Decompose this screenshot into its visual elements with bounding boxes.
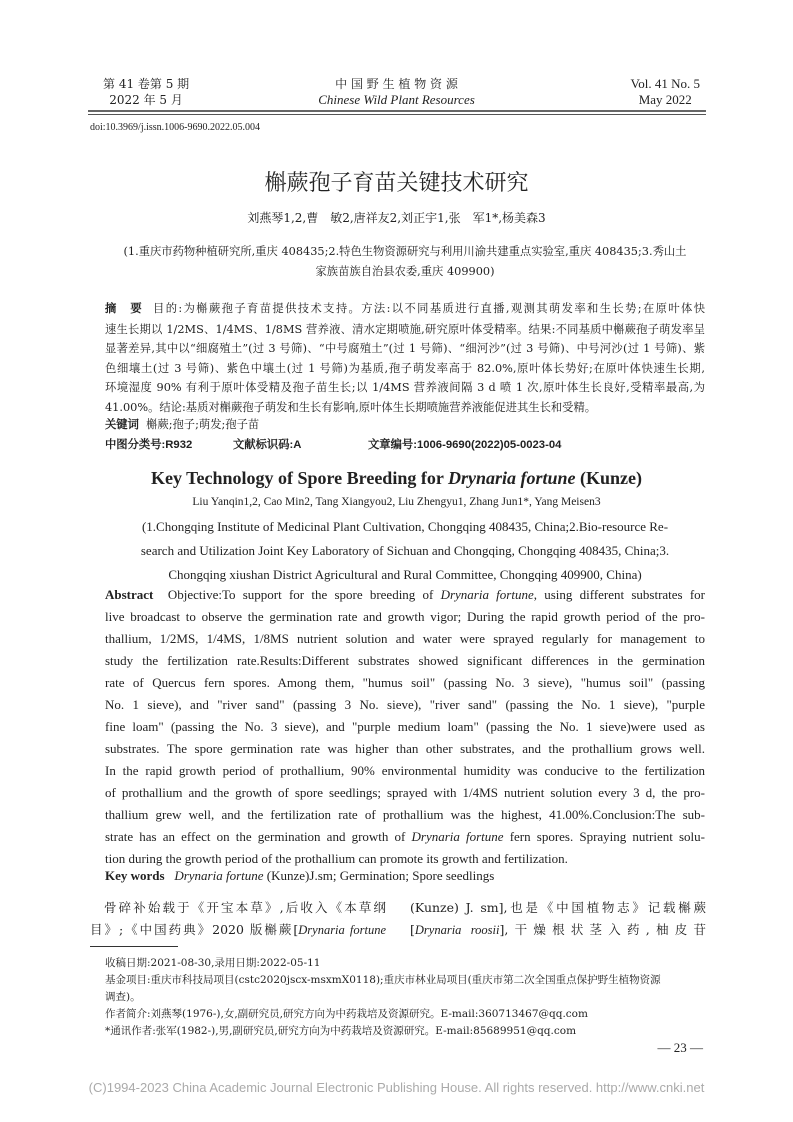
- abstract-line: [105, 398, 705, 418]
- footnote-funding-cont: 调查)。: [105, 991, 141, 1003]
- keywords-en: [105, 868, 494, 884]
- header-rule: [88, 110, 706, 112]
- keywords-cn: [105, 416, 259, 432]
- watermark: (C)1994-2023 China Academic Journal Electronic Publishing House. All rights reserved. http://www.cnki.net: [88, 1080, 705, 1095]
- text-segment: fine loam" (passing the No. 3 sieve), and "purple medium loam" (passing the No. 1 sieve)were used as: [105, 719, 705, 734]
- body-text: ],干燥根状茎入药,柚皮苷: [499, 922, 706, 937]
- text-segment: (Kunze): [575, 468, 643, 488]
- text-segment: In the rapid growth period of prothallium, 90% environmental humidity was conducive to the fertilization: [105, 763, 705, 778]
- journal-name-en: Chinese Wild Plant Resources: [318, 92, 475, 107]
- body-line: [410, 919, 706, 941]
- affiliation-line: Chongqing xiushan District Agricultural and Rural Committee, Chongqing 409900, China): [168, 567, 642, 582]
- footnote-funding: 基金项目:重庆市科技局项目(cstc2020jscx-msxmX0118);重庆市林业局项目(重庆市第二次全国重点保护野生植物资源: [105, 974, 661, 986]
- text-segment: thallium grew well, and the fertilization rate of prothallium was the highest, 41.00%.Conclusion:The sub-: [105, 807, 705, 822]
- document-code: 文献标识码:A: [233, 439, 302, 451]
- abstract-text: 环境湿度 90% 有利于原叶体受精及孢子苗生长;以 1/4MS 营养液间隔 3 d 喷 1 次,原叶体生长良好,受精率最高,为: [105, 381, 705, 394]
- abstract-line: [105, 359, 705, 379]
- text-segment: study the fertilization rate.Results:Different substrates showed significant differences in the germination: [105, 653, 705, 668]
- footnote-rule: [90, 946, 178, 947]
- abstract-line: [105, 782, 705, 804]
- text-segment: , using different substrates for: [533, 587, 705, 602]
- abstract-line: [105, 606, 705, 628]
- footnotes: [105, 955, 705, 1040]
- journal-issue-cn: [103, 76, 189, 108]
- species-name: Drynaria fortune: [298, 923, 387, 937]
- affiliations-cn: [105, 242, 705, 282]
- abstract-label: 摘 要: [105, 303, 144, 315]
- species-name: Drynaria fortune: [174, 868, 264, 883]
- text-segment: substrates. The spore germination rate was higher than other substrates, and the prothallium grows well.: [105, 741, 705, 756]
- affiliation-line: (1.Chongqing Institute of Medicinal Plant Cultivation, Chongqing 408435, China;2.Bio-resource Re-: [141, 519, 669, 534]
- body-line: 骨碎补始载于《开宝本草》,后收入《本草纲: [104, 900, 386, 915]
- abstract-line: [105, 584, 705, 606]
- abstract-line: [105, 848, 705, 870]
- abstract-text: 速生长期以 1/2MS、1/4MS、1/8MS 营养液、清水定期喷施,研究原叶体受精率。结果:不同基质中槲蕨孢子萌发率呈: [105, 322, 705, 336]
- journal-issue-en: [631, 76, 700, 108]
- keywords-label: Key words: [105, 868, 165, 883]
- abstract-line: [105, 804, 705, 826]
- doi: doi:10.3969/j.issn.1006-9690.2022.05.004: [90, 122, 261, 133]
- abstract-line: [105, 672, 705, 694]
- authors-en: Liu Yanqin1,2, Cao Min2, Tang Xiangyou2, Liu Zhengyu1, Zhang Jun1*, Yang Meisen3: [192, 496, 601, 508]
- abstract-line: [105, 628, 705, 650]
- text-segment: of prothallium and the growth of spore seedlings; sprayed with 1/4MS nutrient solution every 3 d, the pro-: [105, 785, 705, 800]
- title-cn: 槲蕨孢子育苗关键技术研究: [264, 170, 529, 195]
- abstract-text: 目的:为槲蕨孢子育苗提供技术支持。方法:以不同基质进行直播,观测其萌发率和生长势;在原叶体快: [153, 302, 705, 315]
- affiliation-line: search and Utilization Joint Key Laboratory of Sichuan and Chongqing, Chongqing 408435, China;3.: [140, 543, 670, 558]
- text-segment: fern spores. Spraying nutrient solu-: [503, 829, 705, 844]
- body-column-left: [90, 897, 386, 941]
- body-text: [: [410, 922, 415, 937]
- footnote-author: 作者简介:刘燕琴(1976-),女,副研究员,研究方向为中药栽培及资源研究。E-mail:360713467@qq.com: [105, 1008, 588, 1020]
- text-segment: thallium, 1/2MS, 1/4MS, 1/8MS nutrient solution and water were sprayed regularly for management to: [105, 631, 705, 646]
- affiliation-line: 家族苗族自治县农委,重庆 409900): [315, 265, 495, 278]
- text-segment: Objective:To support for the spore breeding of: [167, 587, 441, 602]
- keywords-label: 关键词: [105, 419, 139, 431]
- abstract-cn: [105, 299, 705, 417]
- abstract-text: 色细壤土(过 3 号筛)、紫色中壤土(过 1 号筛)为基质,孢子萌发率高于 82.0%,原叶体长势好;在原叶体快速生长期,: [105, 361, 705, 375]
- volume-en: Vol. 41 No. 5: [630, 76, 700, 91]
- species-name: Drynaria fortune: [440, 587, 534, 602]
- text-segment: live broadcast to observe the germination rate and growth vigor; During the rapid growth period of the pro-: [105, 609, 705, 624]
- abstract-line: [105, 378, 705, 398]
- date-en: May 2022: [638, 92, 692, 107]
- issue-date: 2022 年 5 月: [109, 93, 183, 107]
- species-name: Drynaria fortune: [411, 829, 504, 844]
- journal-name: [250, 76, 543, 108]
- issue-volume: 第 41 卷第 5 期: [103, 77, 190, 91]
- abstract-en: [105, 584, 705, 870]
- header-rule-thin: [88, 114, 706, 115]
- text-segment: (Kunze)J.sm; Germination; Spore seedlings: [263, 868, 495, 883]
- text-segment: rate of Quercus fern spores. Among them, "humus soil" (passing No. 3 sieve), "humus soil" (passing: [105, 675, 705, 690]
- keywords-value: 槲蕨;孢子;萌发;孢子苗: [146, 418, 260, 431]
- page-number: — 23 —: [657, 1040, 703, 1055]
- abstract-line: [105, 716, 705, 738]
- abstract-line: [105, 826, 705, 848]
- affiliations-en: [105, 515, 705, 587]
- journal-name-cn: 中 国 野 生 植 物 资 源: [335, 77, 458, 91]
- authors-cn: 刘燕琴1,2,曹 敏2,唐祥友2,刘正宇1,张 军1*,杨美森3: [247, 211, 546, 225]
- body-column-right: [410, 897, 706, 941]
- abstract-line: [105, 650, 705, 672]
- text-segment: tion during the growth period of the prothallium can promote its growth and fertilization.: [105, 851, 568, 866]
- abstract-line: [105, 738, 705, 760]
- body-text: 目》;《中国药典》2020 版槲蕨[: [90, 922, 299, 937]
- footnote-corresponding: *通讯作者:张军(1982-),男,副研究员,研究方向为中药栽培及资源研究。E-mail:85689951@qq.com: [105, 1025, 577, 1037]
- abstract-line: [105, 339, 705, 359]
- species-name: Drynaria fortune: [448, 468, 576, 488]
- abstract-line: [105, 299, 705, 320]
- article-number: 文章编号:1006-9690(2022)05-0023-04: [368, 439, 562, 451]
- text-segment: Key Technology of Spore Breeding for: [150, 468, 448, 488]
- abstract-label: Abstract: [105, 587, 154, 602]
- abstract-line: [105, 694, 705, 716]
- title-en: [0, 468, 793, 489]
- text-segment: No. 1 sieve), and "river sand" (passing 3 No. sieve), "river sand" (passing the No. 1 sieve), "purple: [105, 697, 705, 712]
- clc-number: 中图分类号:R932: [105, 439, 193, 451]
- abstract-line: [105, 320, 705, 340]
- body-line: (Kunze) J. sm],也是《中国植物志》记载槲蕨: [410, 900, 706, 915]
- abstract-text: 显著差异,其中以“细腐殖土”(过 3 号筛)、“中号腐殖土”(过 1 号筛)、“细河沙”(过 3 号筛)、中号河沙(过 1 号筛)、紫: [105, 342, 705, 355]
- abstract-line: [105, 760, 705, 782]
- text-segment: strate has an effect on the germination and growth of: [105, 829, 412, 844]
- footnote-received: 收稿日期:2021-08-30,录用日期:2022-05-11: [105, 957, 321, 969]
- body-line: [90, 919, 386, 941]
- affiliation-line: (1.重庆市药物种植研究所,重庆 408435;2.特色生物资源研究与利用川渝共建重点实验室,重庆 408435;3.秀山土: [123, 245, 687, 258]
- abstract-text: 41.00%。结论:基质对槲蕨孢子萌发和生长有影响,原叶体生长期喷施营养液能促进其生长和受精。: [105, 400, 597, 414]
- species-name: Drynaria roosii: [414, 923, 500, 937]
